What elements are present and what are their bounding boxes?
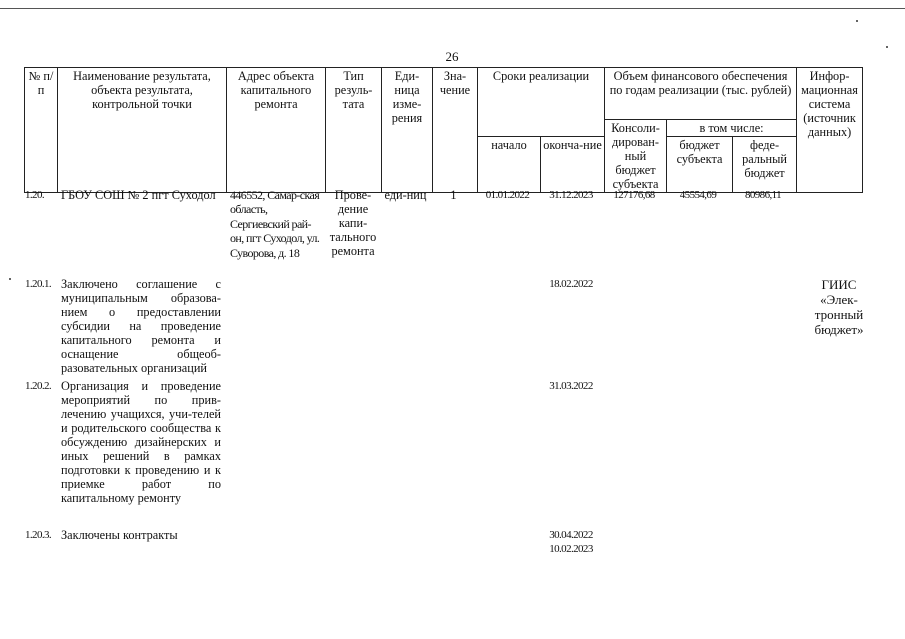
row-info-system: ГИИС «Элек-тронный бюджет»	[814, 277, 864, 337]
row-start-date: 01.01.2022	[485, 189, 530, 201]
row-number: 1.20.	[25, 189, 45, 201]
row-end-date: 31.03.2022	[549, 380, 593, 392]
header-terms: Сроки реализации	[478, 68, 605, 137]
table-header	[24, 67, 863, 193]
scan-speck	[9, 278, 11, 280]
header-result-type: Тип резуль-тата	[326, 68, 382, 193]
header-address: Адрес объекта капитального ремонта	[227, 68, 326, 193]
row-end-date: 31.12.2023	[549, 189, 593, 201]
row-name: ГБОУ СОШ № 2 пгт Суходол	[61, 188, 216, 202]
row-result-type: Прове-дение капи-тального ремонта	[329, 188, 377, 258]
header-consolidated: Консоли-дирован-ный бюджет субъекта	[605, 120, 667, 193]
header-federal-budget: феде-ральный бюджет	[733, 137, 797, 193]
row-name: Заключено соглашение с муниципальным образова-нием о предоставлении субсидии на проведение капитального ремонта и оснащение общеоб-разовательных организаций	[61, 277, 221, 375]
row-subject-budget: 45554,69	[679, 189, 717, 201]
header-value: Зна-чение	[433, 68, 478, 193]
header-finance: Объем финансового обеспечения по годам реализации (тыс. рублей)	[605, 68, 797, 120]
header-unit: Еди-ница изме-рения	[382, 68, 433, 193]
header-start: начало	[478, 137, 541, 193]
row-value: 1	[450, 188, 457, 202]
header-name: Наименование результата, объекта результата, контрольной точки	[58, 68, 227, 193]
row-name: Организация и проведение мероприятий по прив-лечению учащихся, учи-телей и родительского сообщества к обсуждению дизайнерских и иных решений в рамках подготовки к проведению и к приемке работ по капитальному ремонту	[61, 379, 221, 505]
page-number: 26	[445, 49, 459, 64]
header-end: оконча-ние	[541, 137, 605, 193]
header-subject-budget: бюджет субъекта	[667, 137, 733, 193]
header-num: № п/п	[25, 68, 58, 193]
row-number: 1.20.2.	[25, 380, 52, 392]
row-end-date: 18.02.2022	[549, 278, 593, 290]
row-number: 1.20.1.	[25, 278, 52, 290]
header-including: в том числе:	[667, 120, 797, 137]
row-unit: еди-ниц	[384, 188, 427, 202]
row-address: 446552, Самар-ская область, Сергиевский рай-он, пгт Суходол, ул. Суворова, д. 18	[230, 188, 320, 260]
scan-speck	[886, 46, 888, 48]
row-end-date: 30.04.2022	[549, 529, 593, 541]
header-info-system: Инфор-мационная система (источник данных)	[797, 68, 863, 193]
row-consolidated-budget: 127176,68	[613, 189, 655, 201]
scan-edge-line	[0, 8, 905, 9]
row-federal-budget: 80986,11	[744, 189, 782, 201]
scan-speck	[856, 20, 858, 22]
row-number: 1.20.3.	[25, 529, 52, 541]
row-name: Заключены контракты	[61, 528, 178, 542]
row-end-date-second: 10.02.2023	[549, 543, 593, 555]
